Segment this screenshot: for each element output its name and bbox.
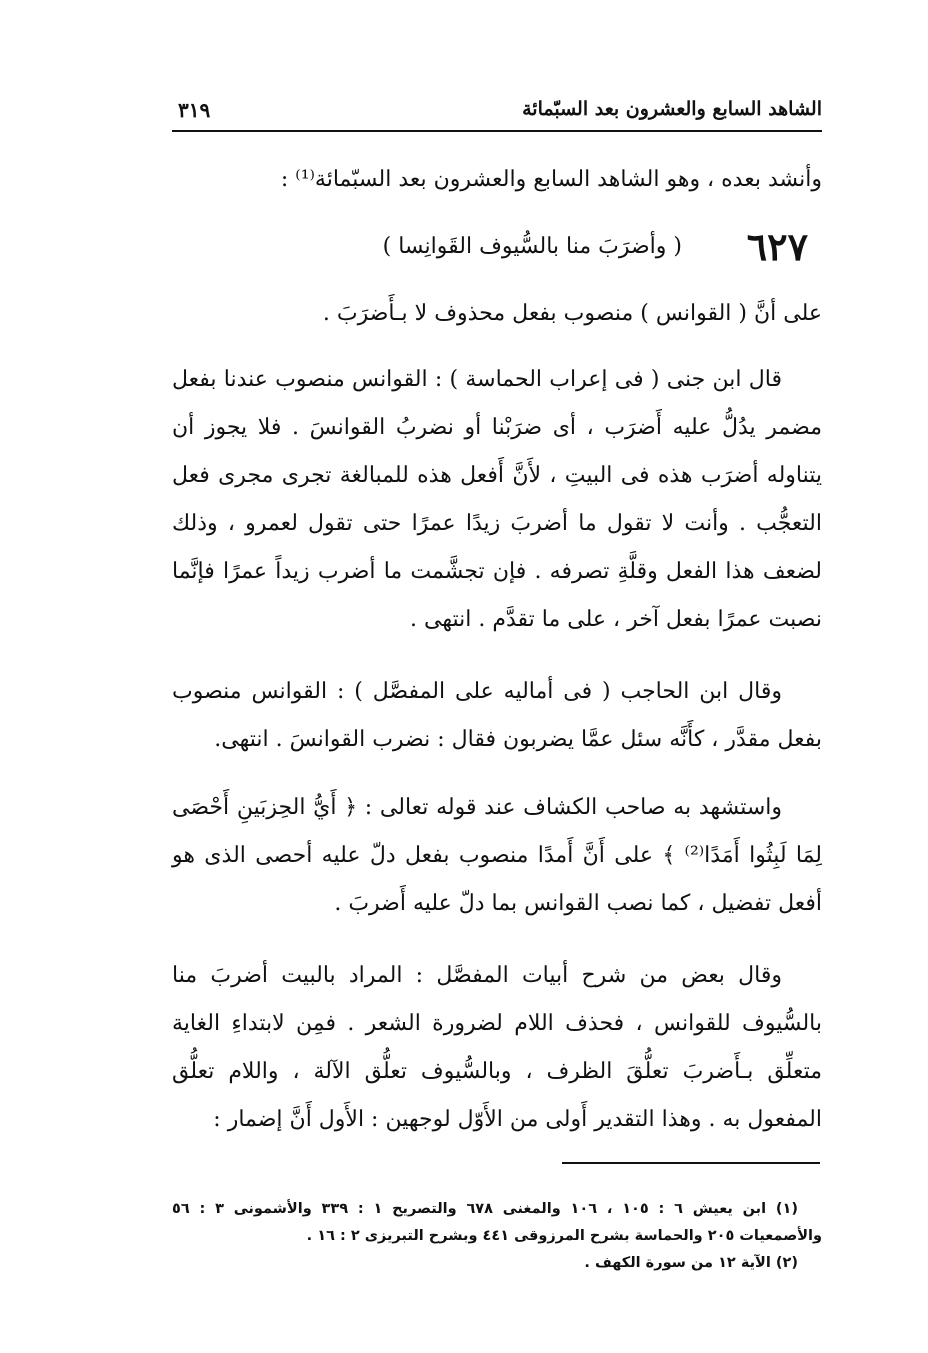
paragraph-1: على أنَّ ( القوانس ) منصوب بفعل محذوف لا بـأَضرَبَ . (322, 301, 822, 326)
page-number: ٣١٩ (178, 98, 211, 122)
intro-line: وأنشد بعده ، وهو الشاهد السابع والعشرون بعد السبّمائة⁽¹⁾ : (280, 167, 822, 192)
verse-number: ٦٢٧ (746, 224, 808, 269)
paragraph-4: واستشهد به صاحب الكشاف عند قوله تعالى : ﴿ أَيُّ الحِزبَينِ أَحْصَى لِمَا لَبِثُوا أَمَدًا⁽²⁾ ﴾ على أَنَّ أَمدًا منصوب بفعل دلّ عليه أحصى الذى هو أفعل تفضيل ، كما نصب القوانس بما دلّ عليه أَضربَ . (172, 795, 822, 916)
paragraph-5: وقال بعض من شرح أبيات المفصَّل : المراد بالبيت أضربَ منا بالسُّيوف للقوانس ، فحذف اللام لضرورة الشعر . فمِن لابتداءِ الغاية متعلِّق بـأَضربَ تعلُّقَ الظرف ، وبالسُّيوف تعلُّق الآلة ، واللام تعلُّق المفعول به . وهذا التقدير أَولى من الأَوّل لوجهين : الأَول أَنَّ إضمار : (172, 963, 822, 1132)
footnotes (172, 1196, 822, 1277)
header-rule (172, 130, 822, 132)
footnote-2: (٢) الآية ١٢ من سورة الكهف . (584, 1255, 798, 1271)
header-title: الشاهد السابع والعشرون بعد السبّمائة (522, 98, 822, 120)
running-header (172, 92, 822, 132)
footnote-rule (562, 1162, 820, 1164)
paragraph-3: وقال ابن الحاجب ( فى أماليه على المفصَّل ) : القوانس منصوب بفعل مقدَّر ، كأَنَّه سئل عمَّا يضربون فقال : نضرب القوانسَ . انتهى. (172, 679, 822, 752)
verse-text: ( وأضرَبَ منا بالسُّيوف القَوانِسا ) (382, 234, 682, 259)
verse-block (172, 226, 822, 276)
footnote-1: (١) ابن يعيش ٦ : ١٠٥ ، ١٠٦ والمغنى ٦٧٨ والتصريح ١ : ٣٣٩ والأشمونى ٣ : ٥٦ والأصمعيات ٢٠٥ والحماسة بشرح المرزوقى ٤٤١ وبشرح التبريزى ٢ : ١٦ . (172, 1201, 822, 1244)
paragraph-2: قال ابن جنى ( فى إعراب الحماسة ) : القوانس منصوب عندنا بفعل مضمر يدُلُّ عليه أَضرَب ، أى ضرَبْنا أو نضربُ القوانسَ . فلا يجوز أن يتناوله أضرَب هذه فى البيتِ ، لأَنَّ أَفعل هذه للمبالغة تجرى مجرى فعل التعجُّب . وأنت لا تقول ما أضربَ زيدًا عمرًا حتى تقول لعمرو ، وذلك لضعف هذا الفعل وقلَّةِ تصرفه . فإن تجشَّمت ما أضرب زيداً عمرًا فإنَّما نصبت عمرًا بفعل آخر ، على ما تقدَّم . انتهى . (172, 367, 822, 632)
